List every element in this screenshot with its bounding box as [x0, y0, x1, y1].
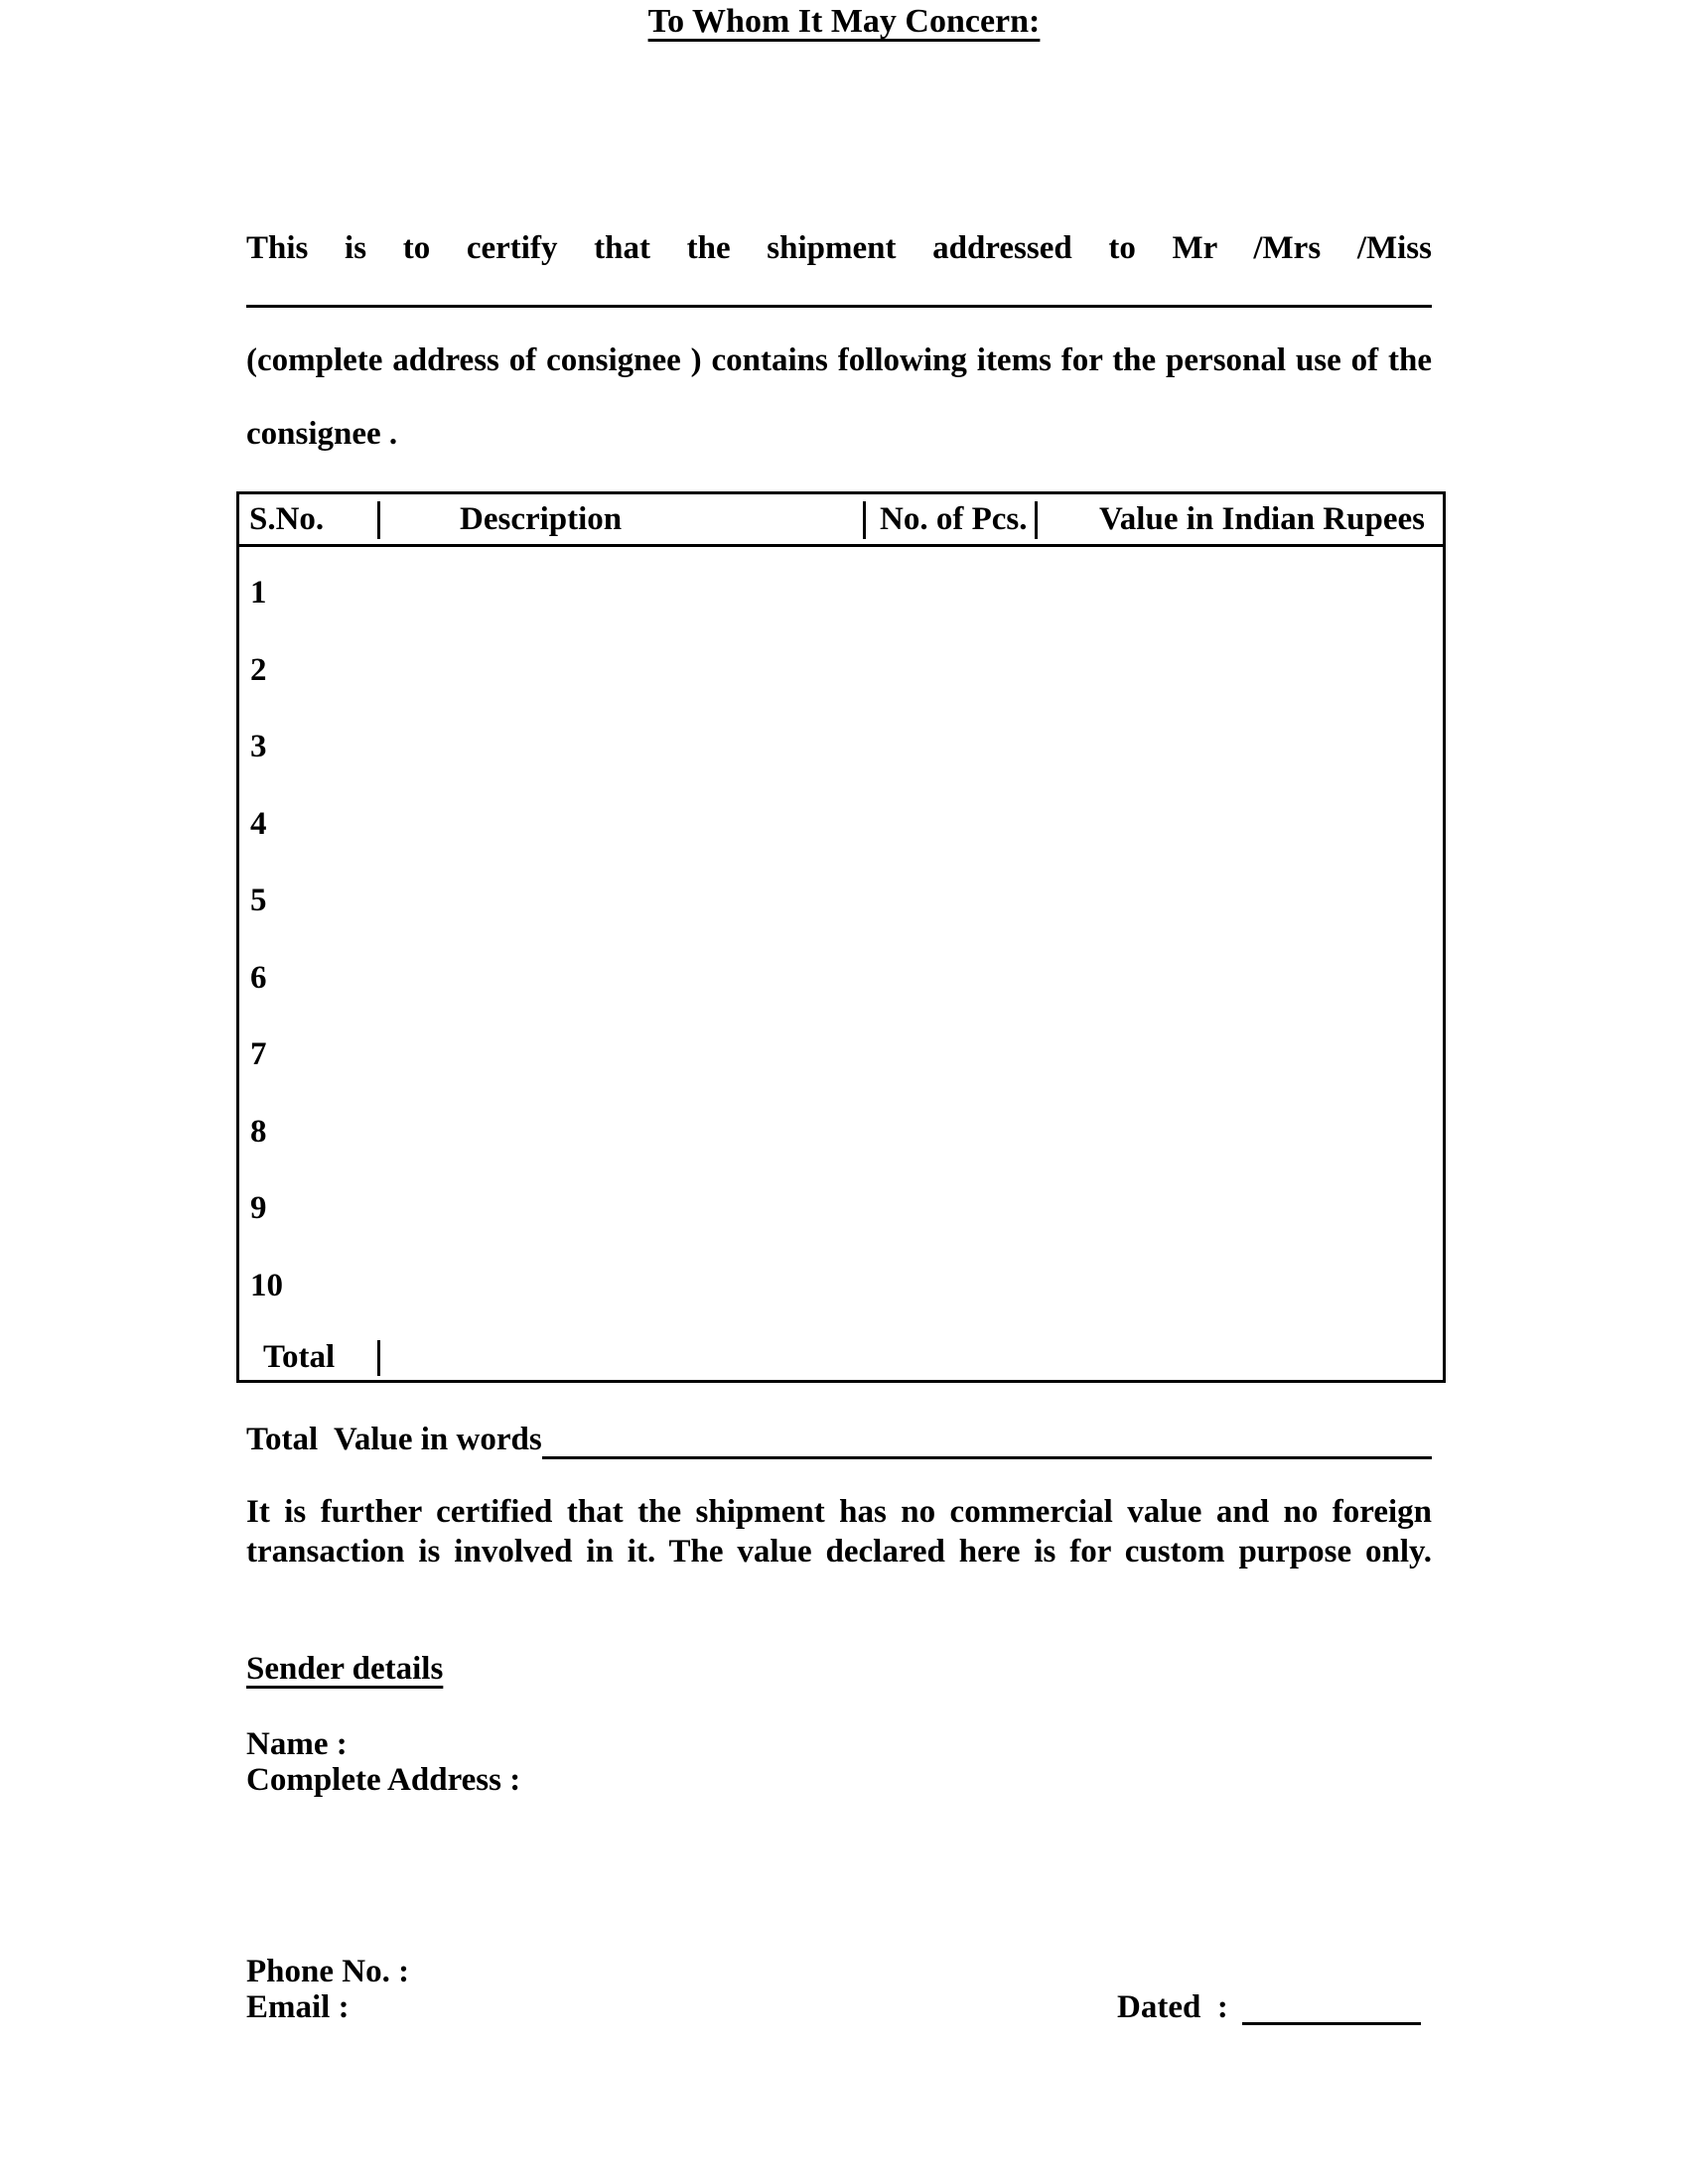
row-number: 5	[250, 883, 267, 919]
table-row	[239, 632, 1443, 710]
column-divider-icon	[377, 1340, 380, 1376]
dated-row	[1117, 1989, 1421, 2025]
column-header-sno: S.No.	[249, 501, 325, 537]
column-header-description: Description	[460, 501, 623, 537]
row-number: 10	[250, 1267, 283, 1303]
table-row	[239, 1017, 1443, 1094]
consignee-name-blank-line	[246, 287, 1432, 308]
table-row	[239, 1094, 1443, 1171]
certification-line-2: transaction is involved in it. The value declared here is for custom purpose only.	[246, 1534, 1432, 1570]
total-label: Total	[263, 1339, 336, 1375]
total-value-label: Total Value in words	[246, 1422, 542, 1457]
certification-line-1: It is further certified that the shipment has no commercial value and no foreign	[246, 1494, 1432, 1530]
table-row	[239, 863, 1443, 940]
page-title: To Whom It May Concern:	[647, 3, 1041, 40]
column-divider-icon	[377, 501, 380, 539]
row-number: 8	[250, 1113, 267, 1150]
email-label: Email :	[246, 1989, 350, 2025]
table-row	[239, 786, 1443, 864]
address-label: Complete Address :	[246, 1762, 521, 1798]
table-row	[239, 555, 1443, 632]
column-header-pcs: No. of Pcs.	[880, 501, 1028, 537]
sender-details-heading: Sender details	[246, 1651, 444, 1687]
row-number: 9	[250, 1190, 267, 1227]
column-divider-icon	[1035, 501, 1038, 539]
row-number: 4	[250, 805, 267, 842]
total-value-blank-line	[542, 1421, 1432, 1459]
table-row	[239, 1170, 1443, 1248]
row-number: 2	[250, 651, 267, 688]
table-row	[239, 940, 1443, 1018]
table-row	[239, 1248, 1443, 1325]
intro-line-1: This is to certify that the shipment addressed to Mr /Mrs /Miss	[246, 230, 1432, 266]
row-number: 6	[250, 959, 267, 996]
phone-label: Phone No. :	[246, 1954, 410, 1989]
name-label: Name :	[246, 1726, 348, 1762]
table-row	[239, 709, 1443, 786]
intro-line-3: consignee .	[246, 416, 398, 452]
row-number: 3	[250, 729, 267, 765]
intro-line-2: (complete address of consignee ) contains following items for the personal use of the	[246, 342, 1432, 378]
column-divider-icon	[863, 501, 866, 539]
total-row	[239, 1337, 1443, 1377]
row-number: 1	[250, 575, 267, 612]
column-header-value: Value in Indian Rupees	[1099, 501, 1425, 537]
dated-blank-line	[1242, 1990, 1421, 2025]
total-value-row	[246, 1420, 1432, 1459]
items-table	[236, 491, 1446, 1383]
row-number: 7	[250, 1036, 267, 1073]
dated-label: Dated :	[1117, 1989, 1228, 2025]
table-header-row	[239, 494, 1443, 547]
table-body	[239, 555, 1443, 1324]
